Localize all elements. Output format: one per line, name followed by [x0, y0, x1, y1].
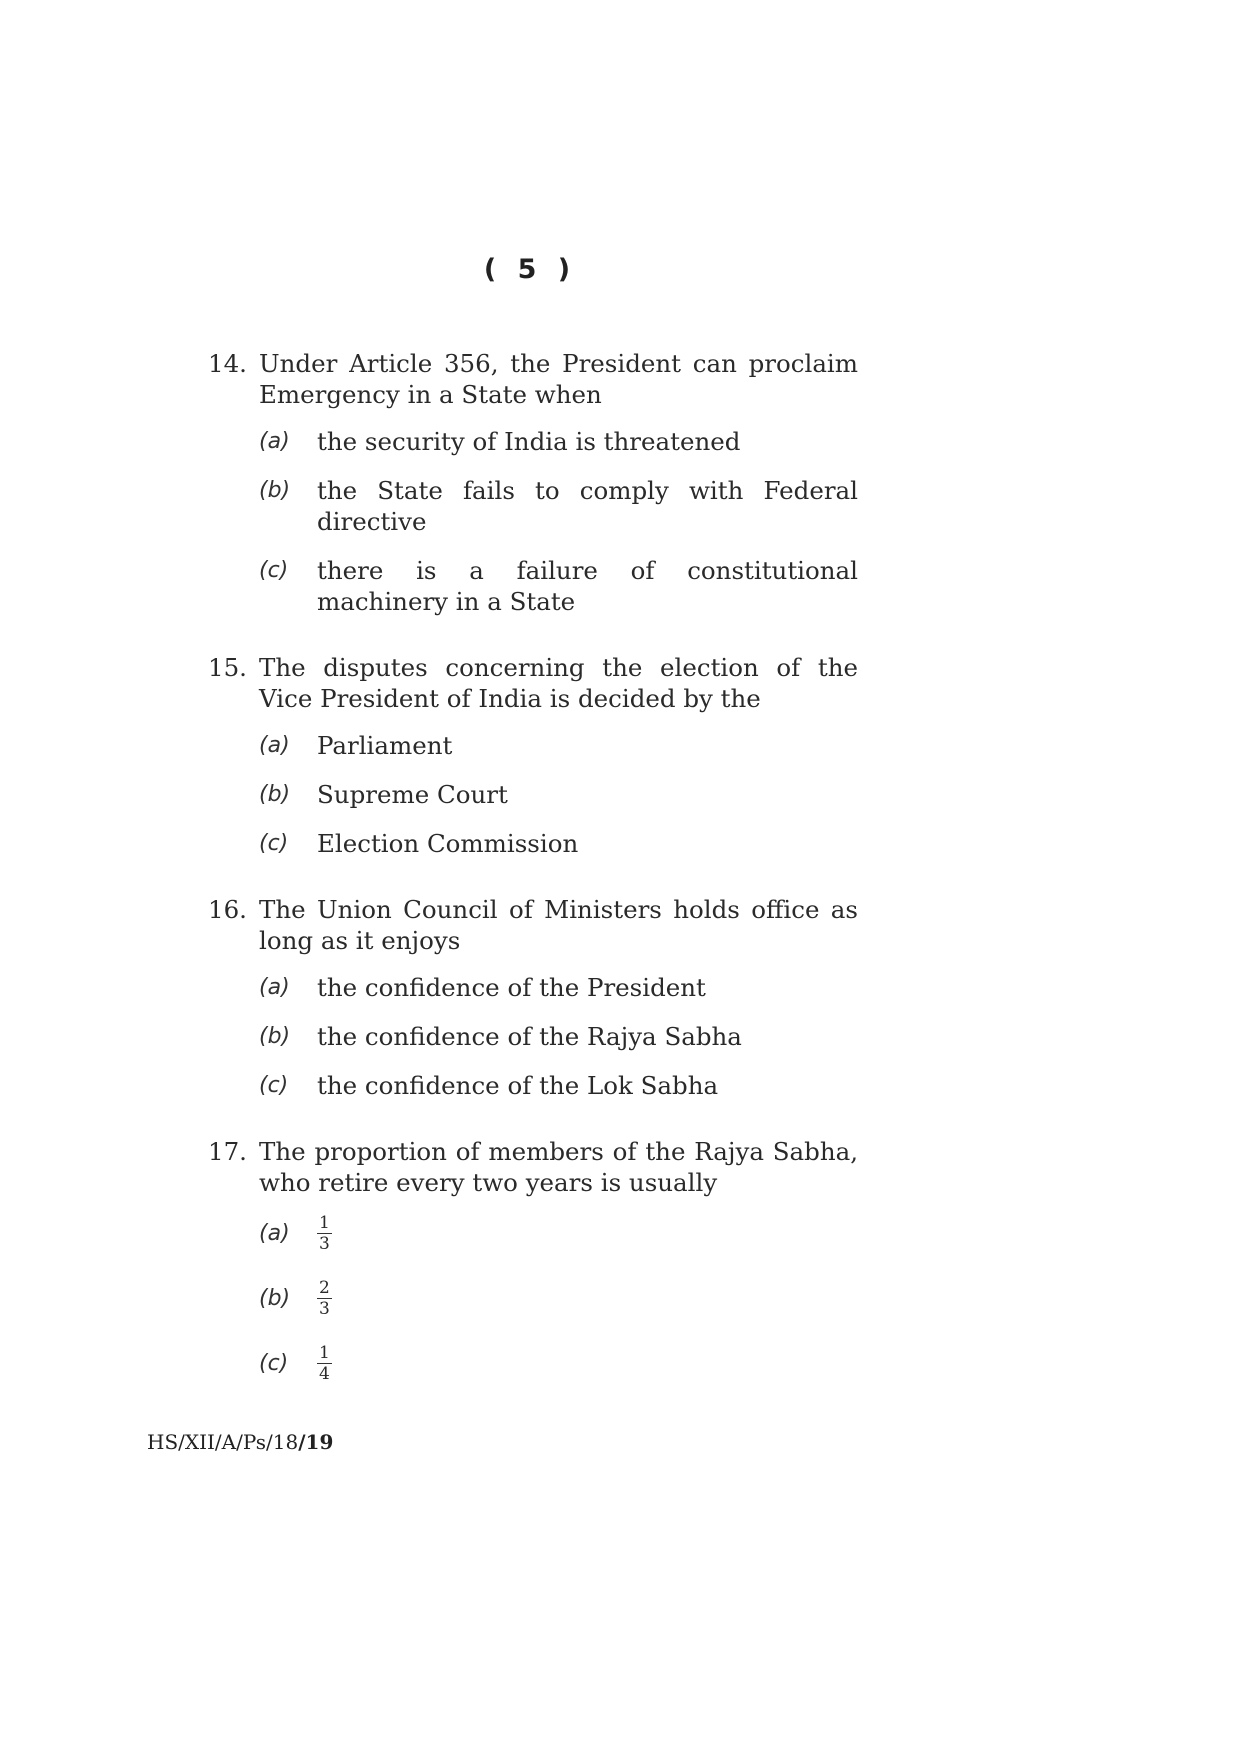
option-text: the confidence of the Lok Sabha: [317, 1071, 719, 1100]
fraction-numerator: 1: [319, 1213, 330, 1233]
question-number: 14.: [208, 349, 247, 378]
option-b: [259, 475, 858, 537]
option-a: [259, 1214, 858, 1253]
option-text: Parliament: [317, 731, 453, 760]
option-label: (c): [259, 558, 289, 583]
question-17: [208, 1136, 858, 1383]
option-b: [259, 1279, 858, 1318]
option-label: (a): [259, 733, 290, 758]
option-list: [259, 730, 858, 859]
option-label: (b): [259, 1024, 291, 1049]
option-list: [259, 426, 858, 617]
fraction-denominator: 4: [319, 1364, 330, 1384]
option-list: [259, 972, 858, 1101]
fraction: [317, 1344, 332, 1383]
option-label: (a): [259, 1221, 290, 1246]
question-16: [208, 894, 858, 1101]
question-number: 15.: [208, 653, 247, 682]
option-label: (b): [259, 1286, 291, 1311]
question-number: 16.: [208, 895, 247, 924]
fraction-numerator: 2: [319, 1278, 330, 1298]
option-text: the State fails to comply with Federal directive: [317, 476, 858, 536]
question-text: The Union Council of Ministers holds office as long as it enjoys: [259, 895, 858, 955]
paper-code: [147, 1430, 333, 1454]
option-text: there is a failure of constitutional machinery in a State: [317, 556, 858, 616]
option-label: (c): [259, 1351, 289, 1376]
option-label: (c): [259, 831, 289, 856]
option-label: (c): [259, 1073, 289, 1098]
option-c: [259, 828, 858, 859]
option-a: [259, 972, 858, 1003]
option-text: Election Commission: [317, 829, 579, 858]
page-number: ( 5 ): [483, 254, 577, 285]
option-b: [259, 779, 858, 810]
option-text: the confidence of the Rajya Sabha: [317, 1022, 742, 1051]
option-label: (a): [259, 429, 290, 454]
option-label: (b): [259, 782, 291, 807]
option-a: [259, 730, 858, 761]
paper-code-text: HS/XII/A/Ps/18: [147, 1430, 299, 1454]
paper-code-bold: /19: [298, 1430, 334, 1454]
option-b: [259, 1021, 858, 1052]
fraction-denominator: 3: [319, 1234, 330, 1254]
option-c: [259, 1344, 858, 1383]
question-number: 17.: [208, 1137, 247, 1166]
option-label: (a): [259, 975, 290, 1000]
option-label: (b): [259, 478, 291, 503]
option-text: Supreme Court: [317, 780, 508, 809]
fraction-numerator: 1: [319, 1343, 330, 1363]
option-text: the security of India is threatened: [317, 427, 741, 456]
question-15: [208, 652, 858, 859]
option-c: [259, 1070, 858, 1101]
question-14: [208, 348, 858, 617]
question-list: [208, 348, 858, 1418]
option-text: the confidence of the President: [317, 973, 706, 1002]
option-c: [259, 555, 858, 617]
fraction: [317, 1279, 332, 1318]
question-text: The proportion of members of the Rajya Sabha, who retire every two years is usually: [259, 1137, 858, 1197]
option-list: [259, 1214, 858, 1383]
option-a: [259, 426, 858, 457]
question-text: Under Article 356, the President can proclaim Emergency in a State when: [259, 349, 858, 409]
question-text: The disputes concerning the election of the Vice President of India is decided by the: [259, 653, 858, 713]
fraction-denominator: 3: [319, 1299, 330, 1319]
fraction: [317, 1214, 332, 1253]
